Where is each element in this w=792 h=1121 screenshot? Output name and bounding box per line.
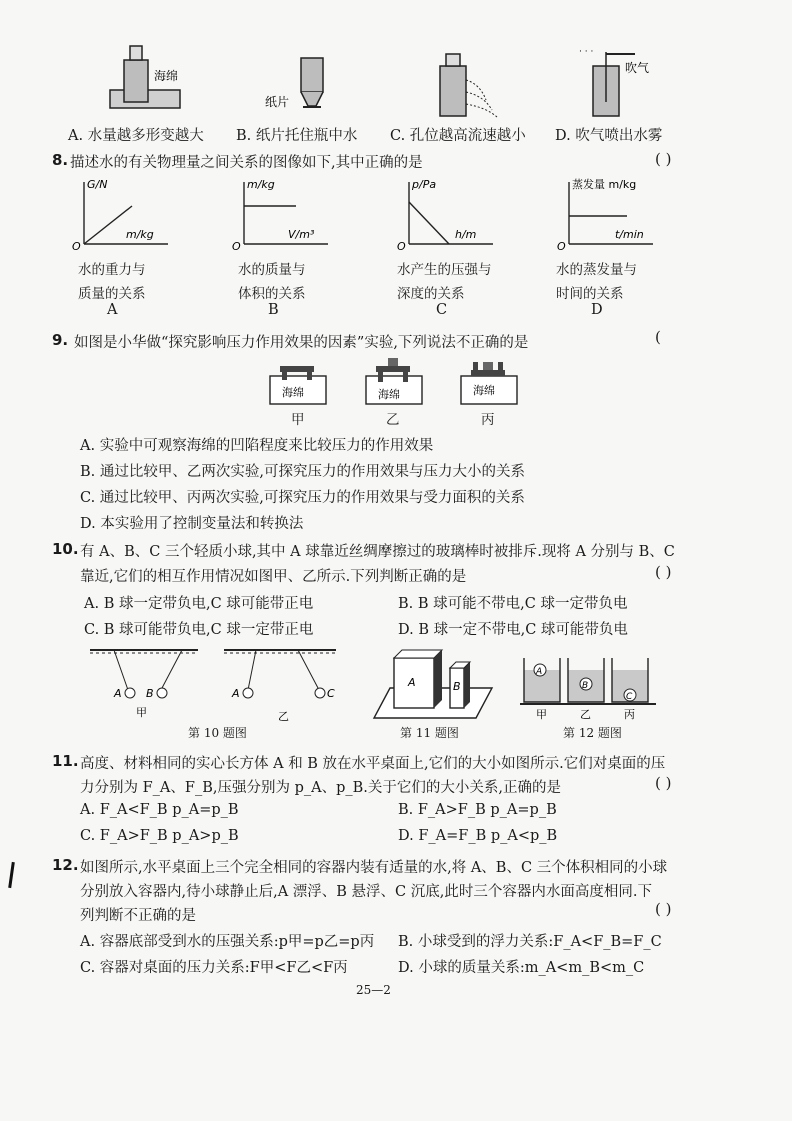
q10-option-d[interactable]: D. B 球一定不带电,C 球可能带负电 xyxy=(398,622,628,638)
q8-graph-a xyxy=(72,178,172,253)
figure-12-containers xyxy=(520,656,656,721)
q8-c-origin: O xyxy=(397,240,406,253)
figure-10-pendulums xyxy=(86,644,352,726)
q8-b-letter[interactable]: B xyxy=(268,302,279,318)
q8-a-caption-line1: 水的重力与 xyxy=(78,262,146,278)
figure-10-caption: 第 10 题图 xyxy=(188,726,247,740)
fig10-ball-b: B xyxy=(146,687,154,700)
q8-a-xlabel: m/kg xyxy=(126,228,154,241)
q8-d-origin: O xyxy=(557,240,566,253)
q12-line2: 分别放入容器内,待小球静止后,A 漂浮、B 悬浮、C 沉底,此时三个容器内水面高度相同.下 xyxy=(80,884,652,900)
q7-blow-label: 吹气 xyxy=(625,61,650,75)
q7-option-c[interactable]: C. 孔位越高流速越小 xyxy=(390,128,526,144)
fig12-yi: 乙 xyxy=(580,708,591,721)
margin-mark xyxy=(8,862,15,888)
fig12-bing: 丙 xyxy=(624,708,635,721)
q8-d-caption-line1: 水的蒸发量与 xyxy=(556,262,637,278)
q8-c-letter[interactable]: C xyxy=(436,302,448,318)
q11-option-a[interactable]: A. F_A<F_B p_A=p_B xyxy=(80,802,239,818)
q7-option-b[interactable]: B. 纸片托住瓶中水 xyxy=(236,128,358,144)
q8-graph-c xyxy=(397,178,497,253)
q9-yi-sponge: 海绵 xyxy=(378,388,400,401)
fig10-ball-c: C xyxy=(327,687,335,700)
q12-option-b[interactable]: B. 小球受到的浮力关系:F_A<F_B=F_C xyxy=(398,934,662,950)
q8-question-text: 描述水的有关物理量之间关系的图像如下,其中正确的是 xyxy=(70,155,423,171)
q9-figure-jia xyxy=(268,362,328,406)
q8-c-caption-line1: 水产生的压强与 xyxy=(397,262,492,278)
fig10-jia: 甲 xyxy=(136,706,147,719)
fig10-yi: 乙 xyxy=(278,710,289,723)
q8-a-origin: O xyxy=(72,240,81,253)
q9-option-d[interactable]: D. 本实验用了控制变量法和转换法 xyxy=(80,516,304,532)
q9-bing-sponge: 海绵 xyxy=(473,384,495,397)
q10-number: 10. xyxy=(52,540,79,558)
q9-number: 9. xyxy=(52,331,69,349)
svg-text:· · ·: · · · xyxy=(579,47,594,57)
q10-option-a[interactable]: A. B 球一定带负电,C 球可能带正电 xyxy=(84,596,314,612)
q7-option-a[interactable]: A. 水量越多形变越大 xyxy=(68,128,204,144)
q7-option-d[interactable]: D. 吹气喷出水雾 xyxy=(555,128,663,144)
q9-answer-paren[interactable]: ( xyxy=(655,328,661,346)
q8-d-xlabel: t/min xyxy=(615,228,644,241)
q9-figure-yi xyxy=(364,356,424,406)
q8-number: 8. xyxy=(52,151,69,169)
q11-answer-paren[interactable]: ( ) xyxy=(655,774,672,792)
fig12-ball-b: B xyxy=(582,681,589,691)
fig12-jia: 甲 xyxy=(536,708,547,721)
q11-option-b[interactable]: B. F_A>F_B p_A=p_B xyxy=(398,802,557,818)
fig11-block-b: B xyxy=(453,680,461,693)
q12-number: 12. xyxy=(52,856,79,874)
q9-jia-sponge: 海绵 xyxy=(282,386,304,399)
q9-yi-caption: 乙 xyxy=(386,412,400,428)
figure-11-blocks xyxy=(372,646,502,722)
q8-a-ylabel: G/N xyxy=(87,178,108,191)
q11-line1: 高度、材料相同的实心长方体 A 和 B 放在水平桌面上,它们的大小如图所示.它们对桌面的压 xyxy=(80,756,666,772)
q8-graph-b xyxy=(232,178,332,253)
fig10-ball-a2: A xyxy=(232,687,240,700)
figure-12-caption: 第 12 题图 xyxy=(563,726,622,740)
q9-option-a[interactable]: A. 实验中可观察海绵的凹陷程度来比较压力的作用效果 xyxy=(80,438,434,454)
q9-figure-bing xyxy=(459,356,519,406)
q9-option-b[interactable]: B. 通过比较甲、乙两次实验,可探究压力的作用效果与压力大小的关系 xyxy=(80,464,525,480)
q9-jia-caption: 甲 xyxy=(291,412,305,428)
fig12-ball-a: A xyxy=(536,667,543,677)
q12-line3: 列判断不正确的是 xyxy=(80,908,196,924)
q7-sponge-label: 海绵 xyxy=(154,69,179,83)
q8-c-xlabel: h/m xyxy=(455,228,477,241)
q12-option-d[interactable]: D. 小球的质量关系:m_A<m_B<m_C xyxy=(398,960,645,976)
q12-answer-paren[interactable]: ( ) xyxy=(655,900,672,918)
q8-b-ylabel: m/kg xyxy=(247,178,275,191)
q10-option-b[interactable]: B. B 球可能不带电,C 球一定带负电 xyxy=(398,596,628,612)
q10-line2: 靠近,它们的相互作用情况如图甲、乙所示.下列判断正确的是 xyxy=(80,569,467,585)
q12-line1: 如图所示,水平桌面上三个完全相同的容器内装有适量的水,将 A、B、C 三个体积相同的小球 xyxy=(80,860,668,876)
q8-c-caption-line2: 深度的关系 xyxy=(397,286,465,302)
q7-paper-label: 纸片 xyxy=(265,95,290,109)
q7-figure-b-paper-bottle xyxy=(265,52,335,122)
q8-c-ylabel: p/Pa xyxy=(412,178,437,191)
q11-line2: 力分别为 F_A、F_B,压强分别为 p_A、p_B.关于它们的大小关系,正确的是 xyxy=(80,780,561,796)
q11-option-d[interactable]: D. F_A=F_B p_A<p_B xyxy=(398,828,558,844)
fig11-block-a: A xyxy=(408,676,416,689)
q7-figure-c-bottle-holes xyxy=(430,50,510,120)
q8-b-caption-line1: 水的质量与 xyxy=(238,262,306,278)
q10-option-c[interactable]: C. B 球可能带负电,C 球一定带正电 xyxy=(84,622,314,638)
q8-b-xlabel: V/m³ xyxy=(288,228,315,241)
q11-number: 11. xyxy=(52,752,79,770)
fig10-ball-a1: A xyxy=(114,687,122,700)
q7-figure-d-blow-mist xyxy=(575,42,665,122)
q8-answer-paren[interactable]: ( ) xyxy=(655,150,672,168)
page-number: 25—2 xyxy=(356,983,391,997)
q8-b-origin: O xyxy=(232,240,241,253)
q8-b-caption-line2: 体积的关系 xyxy=(238,286,306,302)
figure-11-caption: 第 11 题图 xyxy=(400,726,459,740)
q8-d-caption-line2: 时间的关系 xyxy=(556,286,624,302)
q8-graph-d xyxy=(557,178,657,253)
q8-d-letter[interactable]: D xyxy=(591,302,603,318)
q9-question-text: 如图是小华做“探究影响压力作用效果的因素”实验,下列说法不正确的是 xyxy=(74,335,529,351)
q8-d-ylabel: 蒸发量 m/kg xyxy=(572,178,637,191)
q8-a-letter[interactable]: A xyxy=(107,302,118,318)
q8-a-caption-line2: 质量的关系 xyxy=(78,286,146,302)
q12-option-a[interactable]: A. 容器底部受到水的压强关系:p甲=p乙=p丙 xyxy=(80,934,375,950)
q7-figure-a-sponge-bottle xyxy=(100,40,190,120)
q11-option-c[interactable]: C. F_A>F_B p_A>p_B xyxy=(80,828,239,844)
q9-bing-caption: 丙 xyxy=(481,412,495,428)
fig12-ball-c: C xyxy=(626,692,633,702)
q9-option-c[interactable]: C. 通过比较甲、丙两次实验,可探究压力的作用效果与受力面积的关系 xyxy=(80,490,525,506)
q10-answer-paren[interactable]: ( ) xyxy=(655,563,672,581)
q12-option-c[interactable]: C. 容器对桌面的压力关系:F甲<F乙<F丙 xyxy=(80,960,348,976)
q10-line1: 有 A、B、C 三个轻质小球,其中 A 球靠近丝绸摩擦过的玻璃棒时被排斥.现将 A 分别与 B、C xyxy=(80,544,675,560)
